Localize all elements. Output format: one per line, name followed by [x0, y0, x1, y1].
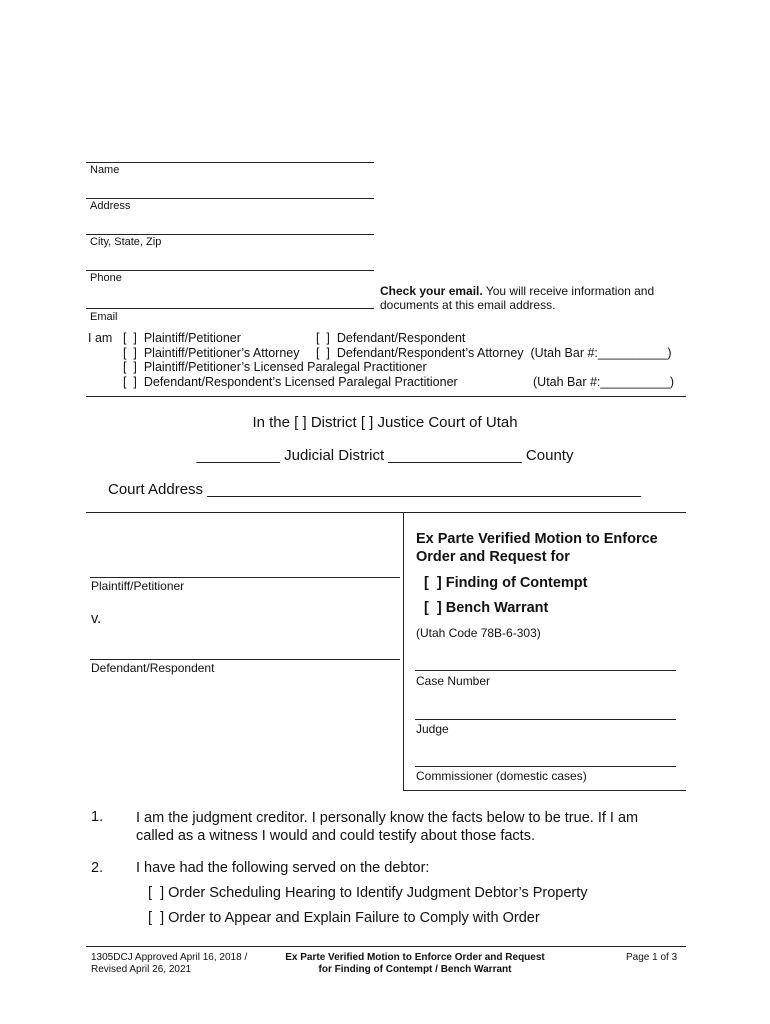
- email-note-bold: Check your email.: [380, 284, 483, 298]
- paragraph-1-line2: called as a witness I would and could testify about those facts.: [136, 828, 535, 844]
- role-bar-number: (Utah Bar #:__________): [533, 375, 675, 389]
- plaintiff-label: Plaintiff/Petitioner: [91, 579, 185, 593]
- email-note: [380, 284, 680, 312]
- paragraph-2-number: 2.: [91, 860, 104, 876]
- role-plaintiff[interactable]: [ ] Plaintiff/Petitioner: [123, 331, 241, 345]
- utah-code: (Utah Code 78B-6-303): [416, 626, 541, 640]
- city-line[interactable]: [86, 234, 374, 235]
- city-label: City, State, Zip: [90, 236, 162, 248]
- plaintiff-line[interactable]: [90, 577, 400, 578]
- role-defendant[interactable]: [ ] Defendant/Respondent: [316, 331, 466, 345]
- role-plaintiff-paralegal[interactable]: [ ] Plaintiff/Petitioner’s Licensed Paralegal Practitioner: [123, 360, 427, 374]
- footer-center-line2: for Finding of Contempt / Bench Warrant: [318, 964, 512, 975]
- option-finding-of-contempt[interactable]: [ ] Finding of Contempt: [424, 575, 588, 591]
- versus-label: v.: [91, 611, 102, 627]
- judge-label: Judge: [416, 722, 449, 736]
- page-number: Page 1 of 3: [626, 952, 678, 963]
- caption-vertical-divider: [403, 512, 404, 790]
- email-label: Email: [90, 311, 118, 323]
- court-line-1: In the [ ] District [ ] Justice Court of Utah: [252, 414, 518, 431]
- paragraph-1-line1: I am the judgment creditor. I personally know the facts below to be true. If I am: [136, 810, 639, 826]
- motion-title-line2: Order and Request for: [416, 549, 570, 565]
- email-note-line2: documents at this email address.: [380, 298, 556, 312]
- paragraph-1-number: 1.: [91, 809, 104, 825]
- name-line[interactable]: [86, 162, 374, 163]
- caption-top-line: [86, 512, 686, 513]
- name-label: Name: [90, 164, 120, 176]
- case-number-line[interactable]: [415, 670, 676, 671]
- option-bench-warrant[interactable]: [ ] Bench Warrant: [424, 600, 549, 616]
- phone-label: Phone: [90, 272, 122, 284]
- caption-bottom-line: [403, 790, 686, 791]
- role-defendant-attorney[interactable]: [ ] Defendant/Respondent’s Attorney (Utah Bar #:__________): [316, 346, 672, 360]
- role-plaintiff-attorney[interactable]: [ ] Plaintiff/Petitioner’s Attorney: [123, 346, 300, 360]
- email-note-rest: You will receive information and: [482, 284, 655, 298]
- role-lead: I am: [88, 331, 113, 345]
- role-divider: [86, 396, 686, 397]
- commissioner-line[interactable]: [415, 766, 676, 767]
- option-order-scheduling-hearing[interactable]: [ ] Order Scheduling Hearing to Identify Judgment Debtor’s Property: [148, 885, 588, 901]
- role-defendant-paralegal[interactable]: [ ] Defendant/Respondent’s Licensed Paralegal Practitioner: [123, 375, 458, 389]
- footer-left-line1: 1305DCJ Approved April 16, 2018 /: [91, 952, 248, 963]
- option-order-to-appear[interactable]: [ ] Order to Appear and Explain Failure to Comply with Order: [148, 910, 540, 926]
- phone-line[interactable]: [86, 270, 374, 271]
- court-line-2: __________ Judicial District ________________ County: [196, 447, 574, 464]
- paragraph-1: [136, 809, 638, 845]
- motion-title: [416, 530, 658, 566]
- footer-divider: [86, 946, 686, 947]
- commissioner-label: Commissioner (domestic cases): [416, 769, 587, 783]
- defendant-label: Defendant/Respondent: [91, 661, 215, 675]
- judge-line[interactable]: [415, 719, 676, 720]
- case-number-label: Case Number: [416, 674, 491, 688]
- defendant-line[interactable]: [90, 659, 400, 660]
- address-line[interactable]: [86, 198, 374, 199]
- address-label: Address: [90, 200, 131, 212]
- paragraph-2-line1: I have had the following served on the debtor:: [136, 860, 430, 876]
- motion-title-line1: Ex Parte Verified Motion to Enforce: [416, 531, 658, 547]
- court-address: Court Address ____________________________________________________: [108, 481, 642, 498]
- footer-left: [91, 952, 247, 976]
- footer-center: [270, 952, 560, 976]
- email-line[interactable]: [86, 308, 374, 309]
- footer-center-line1: Ex Parte Verified Motion to Enforce Order and Request: [285, 952, 545, 963]
- footer-left-line2: Revised April 26, 2021: [91, 964, 192, 975]
